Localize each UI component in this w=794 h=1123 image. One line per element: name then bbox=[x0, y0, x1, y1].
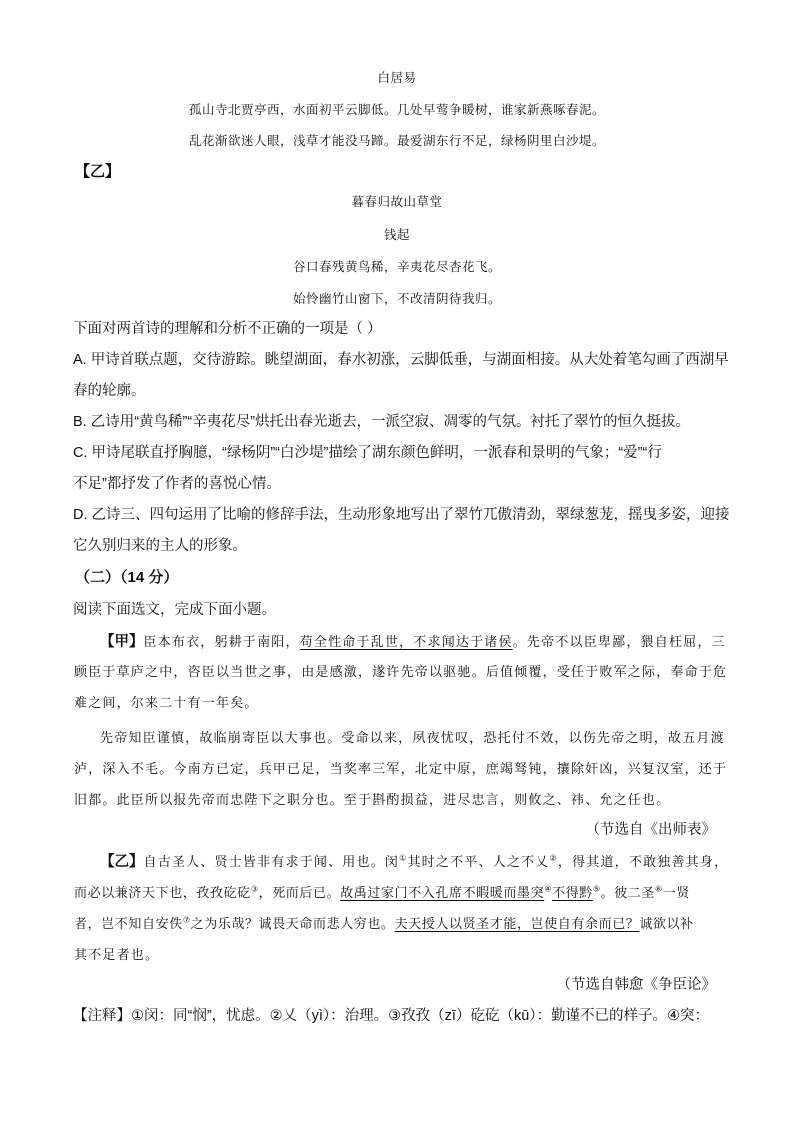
underlined-sentence: 夫天授人以贤圣才能，岂使自有余而已？ bbox=[394, 917, 640, 932]
poem-jia-line-1: 孤山寺北贾亭西，水面初平云脚低。几处早莺争暖树，谁家新燕啄春泥。 bbox=[188, 102, 605, 117]
passage-jia-marker: 【甲】 bbox=[100, 634, 144, 650]
note-ref-4: ④ bbox=[544, 884, 552, 894]
note-ref-1: ① bbox=[399, 853, 408, 863]
underlined-sentence: 不得黔 bbox=[552, 886, 593, 901]
poem-yi-line-1: 谷口春残黄鸟稀，辛夷花尽杏花飞。 bbox=[292, 259, 501, 274]
option-b: B. 乙诗用“黄鸟稀”“辛夷花尽”烘托出春光逝去，一派空寂、凋零的气氛。衬托了翠竹的恒久挺拔。 bbox=[73, 414, 691, 430]
notes: 【注释】①闵：同“悯”，忧虑。②乂（yì）：治理。③孜孜（zī）矻矻（kū）：勤谨不已的样子。④突： bbox=[73, 1008, 710, 1024]
passage-jia-line-2: 顾臣于草庐之中，咨臣以当世之事，由是感激，遂许先帝以驱驰。后值倾覆，受任于败军之际，奉命于危 bbox=[74, 665, 728, 680]
underlined-sentence: 苟全性命于乱世，不求闻达于诸侯 bbox=[299, 635, 513, 650]
passage-yi-marker: 【乙】 bbox=[100, 854, 144, 870]
passage-jia-line-4: 先帝知臣谨慎，故临崩寄臣以大事也。受命以来，夙夜忧叹，恐托付不效，以伤先帝之明，故五月渡 bbox=[100, 731, 725, 746]
option-c-line-1: C. 甲诗尾联直抒胸臆，“绿杨阴”“白沙堤”描绘了湖东颜色鲜明，一派春和景明的气象；“爱”“行 bbox=[73, 445, 662, 461]
passage-jia-line-6: 旧都。此臣所以报先帝而忠陛下之职分也。至于斟酌损益，进尽忠言，则攸之、祎、允之任也。 bbox=[74, 793, 671, 808]
poem-yi-marker: 【乙】 bbox=[75, 162, 121, 180]
note-ref-2: ② bbox=[549, 853, 558, 863]
passage-jia-line-5: 泸，深入不毛。今南方已定，兵甲已足，当奖率三军，北定中原，庶竭驽钝，攘除奸凶，兴复汉室，还于 bbox=[74, 762, 728, 777]
option-a-line-1: A. 甲诗首联点题，交待游踪。眺望湖面，春水初涨，云脚低垂，与湖面相接。从大处着笔勾画了西湖早 bbox=[73, 352, 729, 368]
section-instruction: 阅读下面选文，完成下面小题。 bbox=[73, 602, 276, 618]
option-d-line-1: D. 乙诗三、四句运用了比喻的修辞手法，生动形象地写出了翠竹兀傲清劲，翠绿葱茏，摇曳多姿，迎接 bbox=[73, 507, 730, 523]
note-ref-6: ⑥ bbox=[655, 884, 663, 894]
passage-jia-line-1: 【甲】臣本布衣，躬耕于南阳，苟全性命于乱世，不求闻达于诸侯。先帝不以臣卑鄙，猥自枉屈，三 bbox=[100, 634, 726, 650]
note-ref-5: ⑤ bbox=[592, 884, 601, 894]
poem-yi-author: 钱起 bbox=[383, 227, 410, 242]
poem-yi-title: 暮春归故山草堂 bbox=[351, 194, 443, 209]
passage-yi-line-1: 【乙】自古圣人、贤士皆非有求于闻、用也。闵①其时之不平、人之不乂②，得其道，不敢独善其身， bbox=[100, 853, 729, 870]
passage-jia-source: （节选自《出师表》 bbox=[585, 822, 716, 838]
passage-yi-source: （节选自韩愈《争臣论》 bbox=[556, 977, 716, 993]
note-ref-7: ⑦ bbox=[182, 915, 191, 925]
passage-jia-line-3: 难之间，尔来二十有一年矣。 bbox=[74, 696, 259, 711]
passage-yi-line-3: 者，岂不知自安佚⑦之为乐哉？诚畏天命而悲人穷也。夫天授人以贤圣才能，岂使自有余而已？诚欲以补 bbox=[74, 915, 694, 932]
section-heading: （二）（14 分） bbox=[75, 569, 179, 586]
passage-yi-line-4: 其不足者也。 bbox=[74, 948, 160, 963]
poem-jia-line-2: 乱花渐欲迷人眼，浅草才能没马蹄。最爱湖东行不足，绿杨阴里白沙堤。 bbox=[188, 133, 605, 148]
option-d-line-2: 它久别归来的主人的形象。 bbox=[73, 538, 247, 554]
poem-yi-line-2: 始怜幽竹山窗下，不改清阴待我归。 bbox=[292, 291, 501, 306]
note-ref-3: ③ bbox=[250, 884, 259, 894]
option-c-line-2: 不足”都抒发了作者的喜悦心情。 bbox=[73, 476, 281, 492]
passage-yi-line-2: 而必以兼济天下也，孜孜矻矻③，死而后已。故禹过家门不入孔席不暇暖而墨突④不得黔⑤。彼二圣⑥一贤 bbox=[74, 884, 690, 901]
underlined-sentence: 故禹过家门不入孔席不暇暖而墨突 bbox=[340, 886, 545, 901]
question-stem: 下面对两首诗的理解和分析不正确的一项是（ ） bbox=[73, 321, 382, 337]
poem-jia-author: 白居易 bbox=[377, 70, 417, 85]
option-a-line-2: 春的轮廓。 bbox=[73, 383, 146, 399]
